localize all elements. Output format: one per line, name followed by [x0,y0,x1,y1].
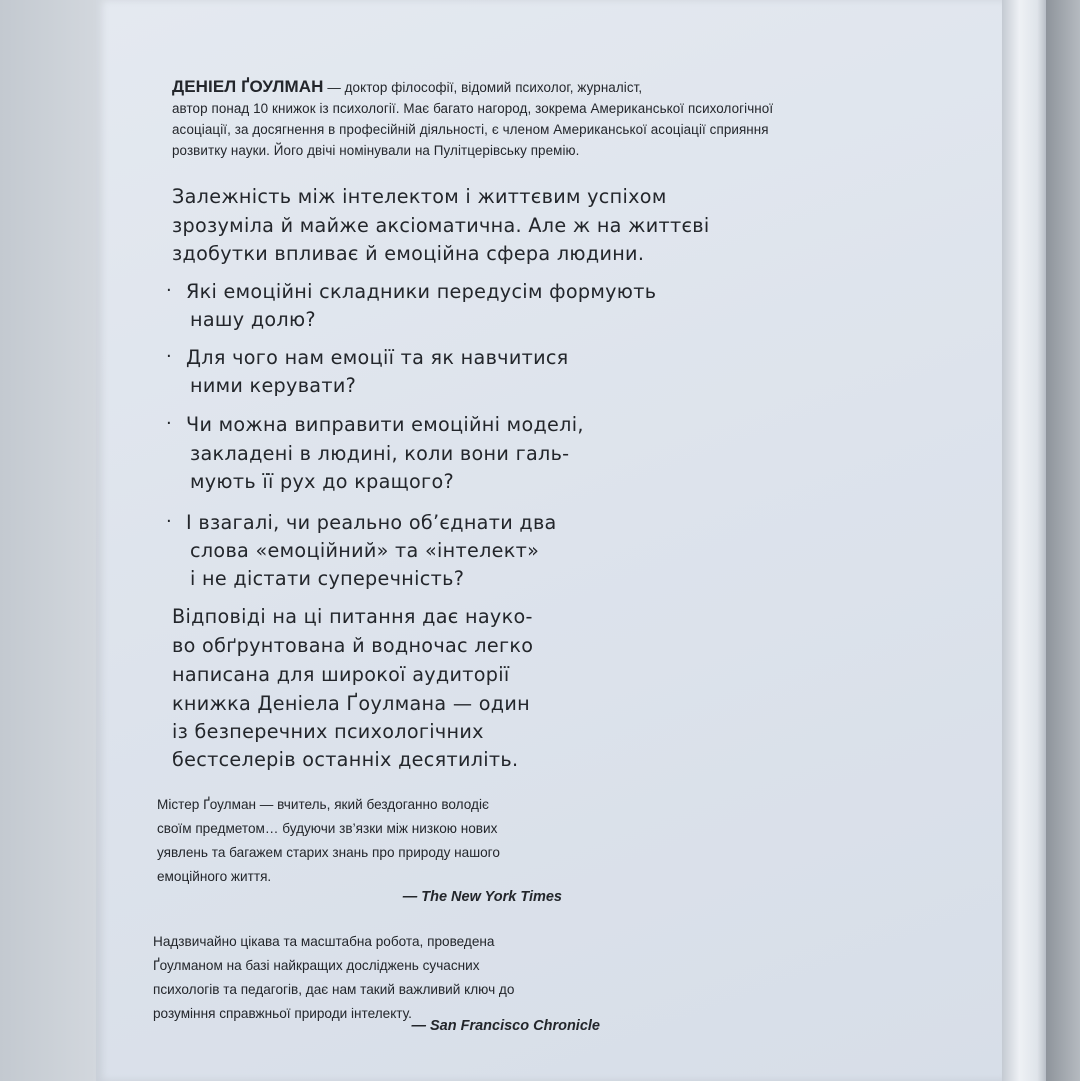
intro-line: Залежність між інтелектом і життєвим успіхом [172,185,667,208]
author-bio-line [172,78,642,95]
question-line: і не дістати суперечність? [190,567,465,590]
question-line: закладені в людині, коли вони галь- [190,442,570,465]
author-bio-line: автор понад 10 книжок із психології. Має багато нагород, зокрема Американської психологічної [172,101,774,116]
author-bio-line: розвитку науки. Його двічі номінували на Пулітцерівську премію. [172,143,580,158]
book-spine-edge [1002,0,1046,1081]
review-line: розуміння справжньої природи інтелекту. [153,1006,412,1021]
answer-line: бестселерів останніх десятиліть. [172,748,519,771]
answer-line: Відповіді на ці питання дає науко- [172,605,533,628]
intro-line: зрозуміла й майже аксіоматична. Але ж на життєві [172,214,710,237]
question-line: нашу долю? [190,308,316,331]
intro-line: здобутки впливає й емоційна сфера людини. [172,242,645,265]
review-line: емоційного життя. [157,869,272,884]
review-line: Надзвичайно цікава та масштабна робота, проведена [153,934,495,949]
answer-line: во обґрунтована й водночас легко [172,634,534,657]
review-source: — The New York Times [402,889,562,905]
question-line: Чи можна виправити емоційні моделі, [186,413,584,436]
answer-line: із безперечних психологічних [172,720,484,743]
author-name: ДЕНІЕЛ ҐОУЛМАН [172,77,324,96]
review-line: психологів та педагогів, дає нам такий важливий ключ до [153,982,515,997]
bullet-icon: · [166,280,172,301]
bullet-icon: · [166,346,172,367]
review-line: своїм предметом… будуючи зв’язки між низкою нових [157,821,498,836]
question-line: ними керувати? [190,374,357,397]
question-line: І взагалі, чи реально об’єднати два [186,511,557,534]
answer-line: написана для широкої аудиторії [172,663,510,686]
question-line: слова «емоційний» та «інтелект» [190,539,540,562]
question-line: Які емоційні складники передусім формують [186,280,657,303]
review-source: — San Francisco Chronicle [411,1018,600,1034]
review-line: Ґоулманом на базі найкращих досліджень сучасних [153,958,480,973]
author-bio-line: асоціації, за досягнення в професійній діяльності, є членом Американської асоціації сприяння [172,122,769,137]
review-line: Містер Ґоулман — вчитель, який бездоганно володіє [157,797,489,812]
bullet-icon: · [166,511,172,532]
background-surface-left [0,0,96,1081]
bullet-icon: · [166,413,172,434]
bio-text: — доктор філософії, відомий психолог, журналіст, [327,80,643,95]
answer-line: книжка Деніела Ґоулмана — один [172,692,530,715]
background-surface-right [1046,0,1080,1081]
question-line: Для чого нам емоції та як навчитися [186,346,569,369]
question-line: мують її рух до кращого? [190,470,454,493]
review-line: уявлень та багажем старих знань про природу нашого [157,845,500,860]
